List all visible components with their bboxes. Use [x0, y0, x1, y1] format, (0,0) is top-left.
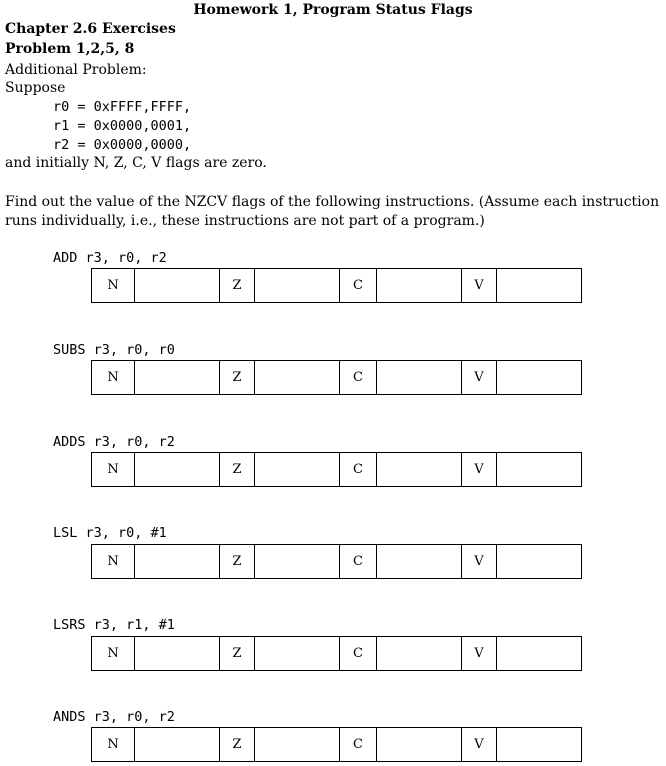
instruction-label: ANDS r3, r0, r2	[53, 709, 175, 725]
flag-c-label: C	[340, 545, 377, 579]
flag-v-value[interactable]	[497, 637, 582, 671]
nzcv-flag-table	[91, 727, 582, 762]
flag-v-label: V	[462, 453, 497, 487]
nzcv-flag-table	[91, 360, 582, 395]
flag-n-value[interactable]	[135, 728, 220, 762]
flag-z-label: Z	[220, 361, 255, 395]
suppose-label: Suppose	[5, 80, 66, 96]
flag-z-label: Z	[220, 453, 255, 487]
flag-z-value[interactable]	[255, 545, 340, 579]
flag-v-value[interactable]	[497, 361, 582, 395]
flag-z-label: Z	[220, 545, 255, 579]
flag-c-label: C	[340, 453, 377, 487]
flag-v-value[interactable]	[497, 545, 582, 579]
flag-v-label: V	[462, 269, 497, 303]
nzcv-flag-table	[91, 268, 582, 303]
instruction-label: ADDS r3, r0, r2	[53, 434, 175, 450]
nzcv-flag-table	[91, 544, 582, 579]
flag-z-value[interactable]	[255, 728, 340, 762]
flag-n-value[interactable]	[135, 637, 220, 671]
nzcv-flag-table	[91, 636, 582, 671]
nzcv-flag-table	[91, 452, 582, 487]
flag-z-value[interactable]	[255, 269, 340, 303]
flag-n-label: N	[92, 453, 135, 487]
page-title: Homework 1, Program Status Flags	[193, 2, 473, 18]
flag-n-label: N	[92, 545, 135, 579]
flag-c-value[interactable]	[377, 269, 462, 303]
flag-n-label: N	[92, 361, 135, 395]
flag-n-value[interactable]	[135, 269, 220, 303]
initial-flags-note: and initially N, Z, C, V flags are zero.	[5, 155, 267, 171]
flag-v-label: V	[462, 361, 497, 395]
instruction-label: LSL r3, r0, #1	[53, 525, 167, 541]
flag-z-value[interactable]	[255, 637, 340, 671]
flag-v-value[interactable]	[497, 269, 582, 303]
instruction-label: SUBS r3, r0, r0	[53, 342, 175, 358]
flag-z-label: Z	[220, 728, 255, 762]
flag-z-label: Z	[220, 637, 255, 671]
flag-c-label: C	[340, 728, 377, 762]
flag-c-label: C	[340, 269, 377, 303]
flag-z-value[interactable]	[255, 361, 340, 395]
flag-v-label: V	[462, 637, 497, 671]
register-r0: r0 = 0xFFFF,FFFF,	[53, 99, 192, 115]
flag-v-label: V	[462, 545, 497, 579]
flag-n-value[interactable]	[135, 545, 220, 579]
additional-problem-label: Additional Problem:	[5, 62, 147, 78]
register-r2: r2 = 0x0000,0000,	[53, 137, 192, 153]
flag-n-value[interactable]	[135, 361, 220, 395]
register-r1: r1 = 0x0000,0001,	[53, 118, 192, 134]
task-instructions: Find out the value of the NZCV flags of the following instructions. (Assume each instruction runs individually, i.e., these instructions are not part of a program.)	[5, 194, 660, 229]
flag-n-label: N	[92, 269, 135, 303]
flag-v-value[interactable]	[497, 728, 582, 762]
flag-c-value[interactable]	[377, 637, 462, 671]
flag-v-value[interactable]	[497, 453, 582, 487]
flag-n-label: N	[92, 637, 135, 671]
flag-c-value[interactable]	[377, 361, 462, 395]
chapter-heading: Chapter 2.6 Exercises	[5, 21, 176, 37]
problem-list: Problem 1,2,5, 8	[5, 41, 135, 57]
instruction-label: LSRS r3, r1, #1	[53, 617, 175, 633]
flag-z-value[interactable]	[255, 453, 340, 487]
flag-c-value[interactable]	[377, 453, 462, 487]
instruction-label: ADD r3, r0, r2	[53, 250, 167, 266]
flag-z-label: Z	[220, 269, 255, 303]
flag-c-value[interactable]	[377, 728, 462, 762]
flag-n-label: N	[92, 728, 135, 762]
flag-c-value[interactable]	[377, 545, 462, 579]
flag-c-label: C	[340, 637, 377, 671]
flag-c-label: C	[340, 361, 377, 395]
flag-n-value[interactable]	[135, 453, 220, 487]
flag-v-label: V	[462, 728, 497, 762]
